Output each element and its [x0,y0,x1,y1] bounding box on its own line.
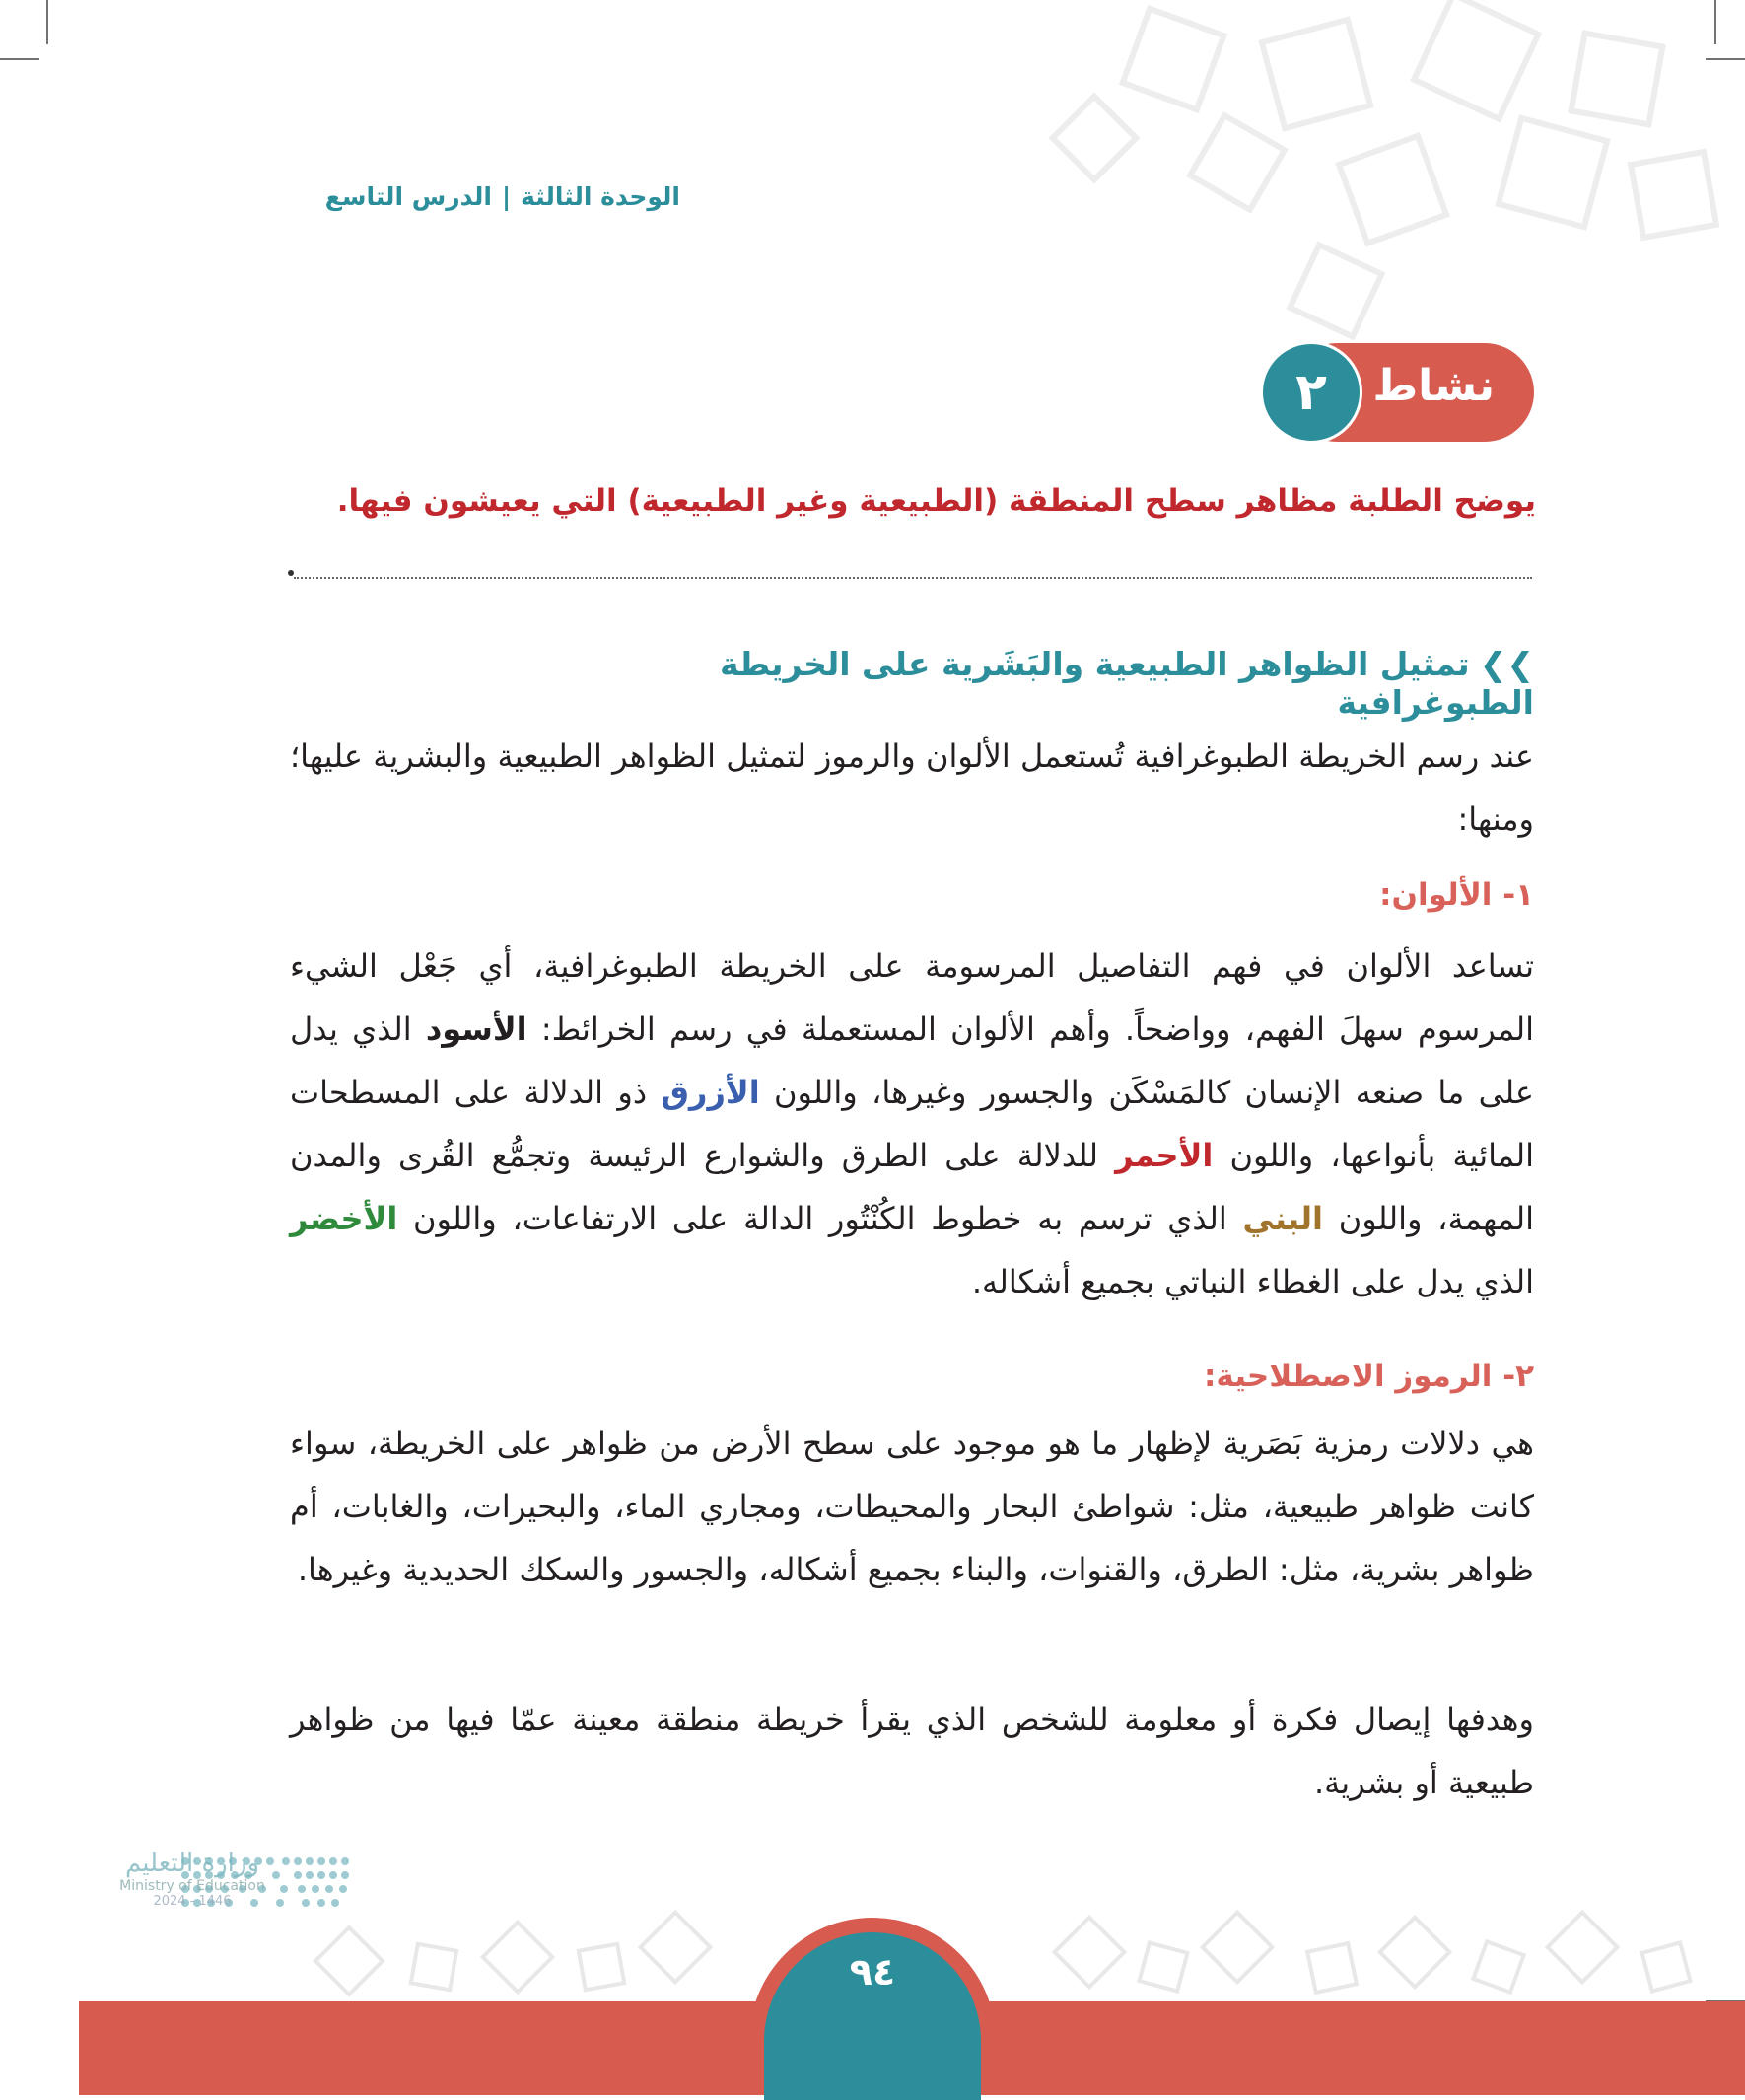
section-title [552,645,1534,722]
unit-label: الوحدة الثالثة [521,182,680,211]
ministry-logo [94,1849,291,1909]
color-word-brown: البني [1242,1200,1323,1237]
color-word-black: الأسود [425,1011,527,1048]
colors-text-5: الذي ترسم به خطوط الكُنْتُور الدالة على الارتفاعات، واللون [397,1200,1243,1237]
symbols-paragraph: هي دلالات رمزية بَصَرية لإظهار ما هو موجود على سطح الأرض من ظواهر على الخريطة، سواء كانت ظواهر طبيعية، مثل: شواطئ البحار والمحيطات، ومجاري الماء، والبحيرات، والغابات، أم ظواهر بشرية، مثل: الطرق، والقنوات، والبناء بجميع أشكاله، والجسور والسكك الحديدية وغيرها. [290,1425,1534,1588]
ministry-name-ar: وزارة التعليم [124,1849,260,1878]
activity-label: نشاط [1372,361,1495,411]
page-number: ٩٤ [764,1932,981,2100]
activity-number: ٢ [1260,341,1362,444]
colors-text-1: تساعد الألوان في فهم التفاصيل المرسومة على الخريطة الطبوغرافية، أي جَعْل الشيء المرسوم سهلَ الفهم، وواضحاً. وأهم الألوان المستعملة في رسم الخرائط: [290,947,1535,1048]
colors-text-2: الذي يدل على ما صنعه الإنسان كالمَسْكَن والجسور وغيرها، واللون [290,1011,1534,1111]
header-separator: | [502,182,512,211]
activity-objective: يوضح الطلبة مظاهر سطح المنطقة (الطبيعية وغير الطبيعية) التي يعيشون فيها. [336,483,1536,519]
colors-text-6: الذي يدل على الغطاء النباتي بجميع أشكاله. [971,1263,1534,1300]
answer-dotted-line [294,577,1532,579]
colors-text-3: ذو الدلالة على المسطحات المائية بأنواعها، واللون [290,1074,1534,1174]
activity-badge [333,343,1534,442]
edition-year: 2024 - 1446 [153,1894,232,1909]
color-word-blue: الأزرق [661,1074,760,1111]
symbols-heading: ٢- الرموز الاصطلاحية: [1204,1359,1534,1394]
section-title-text: تمثيل الظواهر الطبيعية والبَشَرية على الخريطة الطبوغرافية [720,645,1534,722]
colors-text-4: للدلالة على الطرق والشوارع الرئيسة وتجمُّع القُرى والمدن المهمة، واللون [290,1137,1535,1237]
intro-paragraph: عند رسم الخريطة الطبوغرافية تُستعمل الألوان والرموز لتمثيل الظواهر الطبيعية والبشرية عليها؛ ومنها: [290,737,1534,838]
colors-heading: ١- الألوان: [1379,877,1534,913]
unit-lesson-header [286,182,680,211]
colors-paragraph [290,935,1534,1313]
double-chevron-icon: ❯❯ [1479,645,1534,683]
symbols-goal-paragraph: وهدفها إيصال فكرة أو معلومة للشخص الذي يقرأ خريطة منطقة معينة عمّا فيها من ظواهر طبيعية أو بشرية. [290,1701,1534,1801]
lesson-label: الدرس التاسع [324,182,492,211]
ministry-name-en: Ministry of Education [119,1878,265,1894]
color-word-green: الأخضر [290,1200,398,1237]
color-word-red: الأحمر [1115,1137,1214,1174]
answer-line-end-dot [288,570,294,576]
